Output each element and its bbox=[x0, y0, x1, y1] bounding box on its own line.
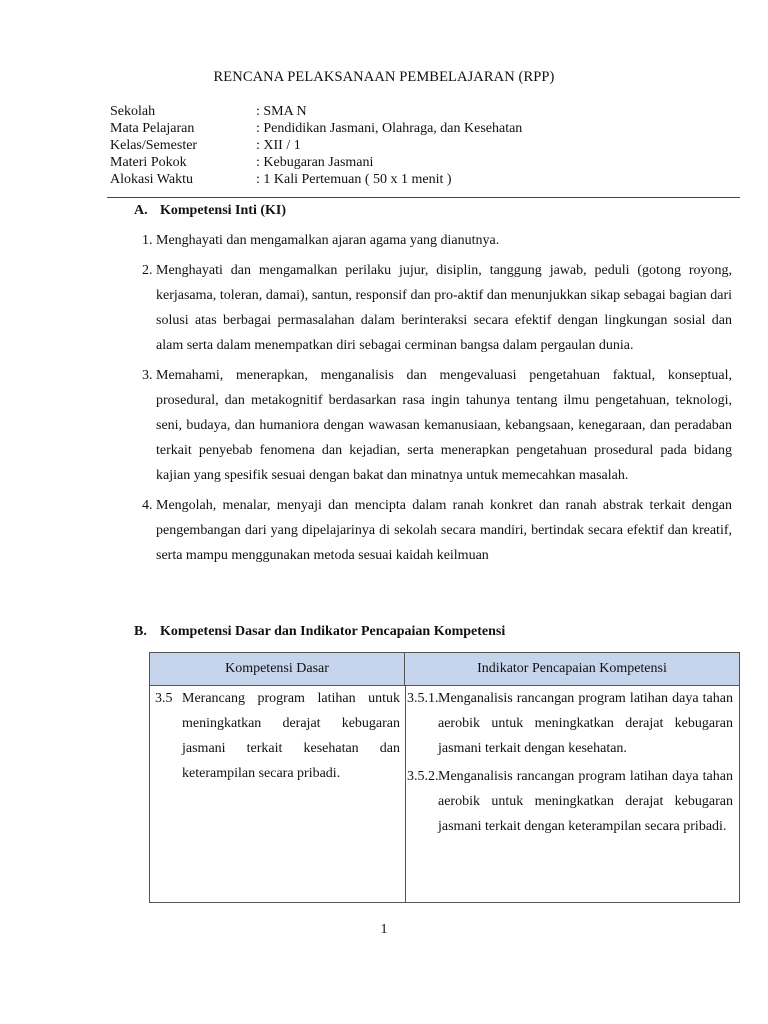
list-item-number: 3. bbox=[142, 368, 153, 383]
list-item bbox=[142, 258, 732, 358]
identity-value: : Kebugaran Jasmani bbox=[256, 155, 374, 170]
kd-entry bbox=[155, 686, 400, 786]
section-a-heading bbox=[134, 203, 286, 219]
section-letter: B. bbox=[134, 624, 147, 639]
identity-row-school bbox=[110, 103, 522, 120]
identity-value: : Pendidikan Jasmani, Olahraga, dan Kesehatan bbox=[256, 121, 523, 136]
list-item-text: Menghayati dan mengamalkan ajaran agama yang dianutnya. bbox=[156, 233, 500, 248]
section-b-heading bbox=[134, 624, 505, 640]
identity-key: Mata Pelajaran bbox=[110, 121, 195, 136]
identity-row-topic bbox=[110, 154, 522, 171]
identity-key: Kelas/Semester bbox=[110, 138, 198, 153]
indicator-text: Menganalisis rancangan program latihan daya tahan aerobik untuk meningkatkan derajat kebugaran jasmani terkait dengan kesehatan. bbox=[438, 691, 733, 756]
identity-value: : XII / 1 bbox=[256, 138, 301, 153]
list-item-text: Memahami, menerapkan, menganalisis dan mengevaluasi pengetahuan faktual, konseptual, prosedural, dan metakognitif berdasarkan rasa ingin tahunya tentang ilmu pengetahuan, teknologi, seni, budaya, dan humaniora dengan wawasan kemanusiaan, kebangsaan, kenegaraan, dan peradaban terkait penyebab fenomena dan kejadian, serta menerapkan pengetahuan prosedural pada bidang kajian yang spesifik sesuai dengan bakat dan minatnya untuk memecahkan masalah. bbox=[156, 368, 732, 483]
identity-row-time bbox=[110, 171, 522, 188]
table-header bbox=[150, 653, 739, 686]
identity-key: Alokasi Waktu bbox=[110, 172, 193, 187]
kd-number: 3.5 bbox=[155, 691, 173, 706]
identity-value: : 1 Kali Pertemuan ( 50 x 1 menit ) bbox=[256, 172, 452, 187]
list-item-number: 2. bbox=[142, 263, 153, 278]
identity-key: Materi Pokok bbox=[110, 155, 187, 170]
kd-text: Merancang program latihan untuk meningkatkan derajat kebugaran jasmani terkait kesehatan dan keterampilan secara pribadi. bbox=[182, 691, 400, 781]
list-item bbox=[142, 228, 732, 253]
list-item-text: Menghayati dan mengamalkan perilaku jujur, disiplin, tanggung jawab, peduli (gotong royong, kerjasama, toleran, damai), santun, responsif dan pro-aktif dan menunjukkan sikap sebagai bagian dari solusi atas berbagai permasalahan dalam berinteraksi secara efektif dengan lingkungan sosial dan alam serta dalam menempatkan diri sebagai cerminan bangsa dalam pergaulan dunia. bbox=[156, 263, 732, 353]
indicator-number: 3.5.1. bbox=[407, 691, 439, 706]
list-item-number: 1. bbox=[142, 233, 153, 248]
indicator-text: Menganalisis rancangan program latihan daya tahan aerobik untuk meningkatkan derajat kebugaran jasmani terkait dengan keterampilan secara pribadi. bbox=[438, 769, 733, 834]
list-item bbox=[142, 363, 732, 488]
competency-table bbox=[149, 652, 740, 903]
table-header-cell: Indikator Pencapaian Kompetensi bbox=[477, 661, 667, 676]
identity-table bbox=[110, 103, 522, 188]
identity-key: Sekolah bbox=[110, 104, 156, 119]
indicator-number: 3.5.2. bbox=[407, 769, 439, 784]
indicator-entry bbox=[407, 686, 733, 761]
list-item bbox=[142, 493, 732, 568]
identity-row-class bbox=[110, 137, 522, 154]
table-header-cell: Kompetensi Dasar bbox=[150, 653, 405, 685]
section-title: Kompetensi Dasar dan Indikator Pencapaian Kompetensi bbox=[160, 624, 506, 639]
identity-row-subject bbox=[110, 120, 522, 137]
header-divider bbox=[107, 197, 740, 198]
list-item-text: Mengolah, menalar, menyaji dan mencipta dalam ranah konkret dan ranah abstrak terkait dengan pengembangan dari yang dipelajarinya di sekolah secara mandiri, bertindak secara efektif dan kreatif, serta mampu menggunakan metoda sesuai kaidah keilmuan bbox=[156, 498, 732, 563]
list-item-number: 4. bbox=[142, 498, 153, 513]
identity-value: : SMA N bbox=[256, 104, 307, 119]
competency-list bbox=[142, 228, 732, 573]
table-cell-indicators bbox=[407, 686, 733, 842]
table-column-divider bbox=[405, 685, 406, 902]
section-letter: A. bbox=[134, 203, 148, 218]
page-title: RENCANA PELAKSANAAN PEMBELAJARAN (RPP) bbox=[213, 69, 555, 85]
indicator-entry bbox=[407, 764, 733, 839]
section-title: Kompetensi Inti (KI) bbox=[160, 203, 286, 218]
page-number: 1 bbox=[380, 922, 388, 937]
table-cell-kd bbox=[155, 686, 400, 786]
